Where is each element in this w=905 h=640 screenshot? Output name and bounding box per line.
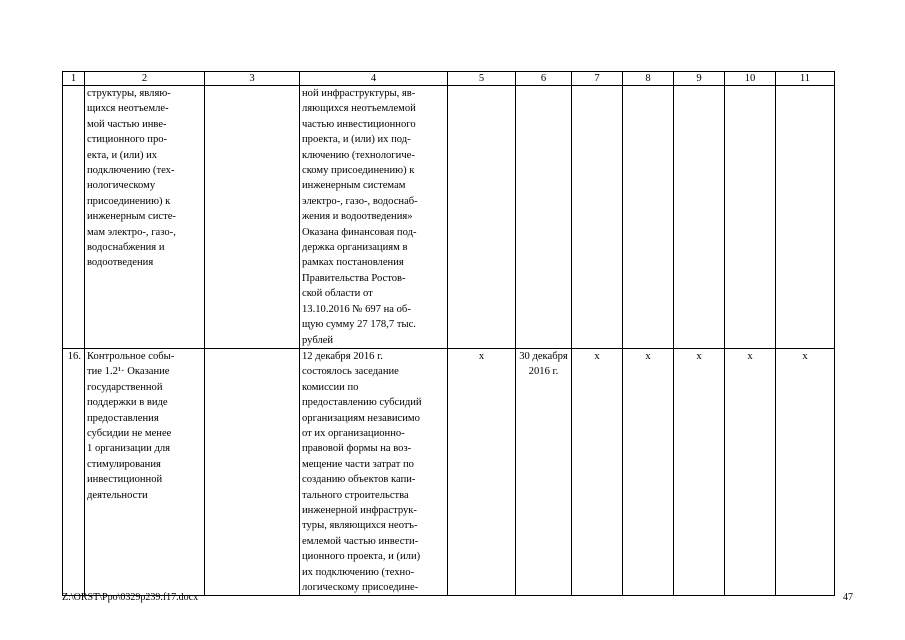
text-line: инженерным системам xyxy=(302,180,406,192)
text-line: правовой формы на воз- xyxy=(302,443,412,455)
text-line: их подключению (техно- xyxy=(302,566,415,578)
cell-col-8: х xyxy=(623,348,674,596)
text-line: логическому присоедине- xyxy=(302,582,419,593)
cell-num xyxy=(63,86,85,349)
header-col-7: 7 xyxy=(572,72,623,86)
text-line: от их организационно- xyxy=(302,427,405,439)
text-line: ционного проекта, и (или) xyxy=(302,551,421,563)
header-col-1: 1 xyxy=(63,72,85,86)
text-line: организациям независимо xyxy=(302,412,420,424)
header-col-9: 9 xyxy=(674,72,725,86)
text-line: ляющихся неотъемлемой xyxy=(302,103,416,115)
header-col-10: 10 xyxy=(725,72,776,86)
text-line: водоотведения xyxy=(87,257,154,269)
text-line: инвестиционной xyxy=(87,474,163,486)
text-line: стиционного про- xyxy=(87,134,168,146)
text-line: екта, и (или) их xyxy=(87,149,158,161)
text-line: туры, являющихся неотъ- xyxy=(302,520,418,532)
cell-col-6 xyxy=(516,86,572,349)
text-line: инженерной инфраструк- xyxy=(302,504,417,516)
cell-col-5 xyxy=(448,86,516,349)
header-col-3: 3 xyxy=(205,72,300,86)
table-row-continuation xyxy=(63,86,835,349)
text-line: присоединению) к xyxy=(87,195,171,207)
text-line: предоставления xyxy=(87,412,159,424)
cell-col-10 xyxy=(725,86,776,349)
text-line: мой частью инве- xyxy=(87,118,167,130)
text-line: субсидии не менее xyxy=(87,427,172,439)
cell-row-number: 16. xyxy=(63,348,85,596)
text-line: 2016 г. xyxy=(528,366,559,378)
text-line: подключению (тех- xyxy=(87,165,175,177)
header-col-11: 11 xyxy=(776,72,835,86)
text-line: состоялось заседание xyxy=(302,366,399,378)
cell-col-11: х xyxy=(776,348,835,596)
text-line: частью инвестиционного xyxy=(302,118,416,130)
text-line: ключению (технологиче- xyxy=(302,149,415,161)
text-line: ной инфраструктуры, яв- xyxy=(302,88,416,99)
text-line: поддержки в виде xyxy=(87,397,168,409)
text-line: скому присоединению) к xyxy=(302,165,415,177)
header-col-2: 2 xyxy=(85,72,205,86)
text-line: 13.10.2016 № 697 на об- xyxy=(302,303,411,315)
text-line: государственной xyxy=(87,381,163,393)
text-line: щихся неотъемле- xyxy=(87,103,169,115)
text-line: рамках постановления xyxy=(302,257,404,269)
text-line: деятельности xyxy=(87,489,148,501)
text-line: стимулирования xyxy=(87,458,161,470)
cell-date xyxy=(516,348,572,596)
text-line: водоснабжения и xyxy=(87,242,165,254)
text-line: Контрольное собы- xyxy=(87,350,175,362)
cell-col-9 xyxy=(674,86,725,349)
footer-file-path: Z:\ORST\Ppo\0329p239.f17.docx xyxy=(62,592,199,603)
cell-col-5: х xyxy=(448,348,516,596)
text-line: емлемой частью инвести- xyxy=(302,535,419,547)
text-line: Оказана финансовая под- xyxy=(302,226,417,238)
cell-col-8 xyxy=(623,86,674,349)
header-col-5: 5 xyxy=(448,72,516,86)
table-row-16 xyxy=(63,348,835,596)
text-line: щую сумму 27 178,7 тыс. xyxy=(302,319,416,331)
cell-result xyxy=(300,86,448,349)
report-table xyxy=(62,71,835,596)
footer-page-number: 47 xyxy=(843,592,853,603)
text-line: 30 декабря xyxy=(519,350,568,362)
text-line: держка организациям в xyxy=(302,242,408,254)
text-line: созданию объектов капи- xyxy=(302,474,416,486)
cell-col-10: х xyxy=(725,348,776,596)
cell-col-7 xyxy=(572,86,623,349)
text-line: инженерным систе- xyxy=(87,211,176,223)
header-col-8: 8 xyxy=(623,72,674,86)
header-col-4: 4 xyxy=(300,72,448,86)
text-line: мещение части затрат по xyxy=(302,458,414,470)
header-row xyxy=(63,72,835,86)
cell-col-3 xyxy=(205,86,300,349)
text-line: 12 декабря 2016 г. xyxy=(302,350,383,362)
text-line: структуры, являю- xyxy=(87,88,171,99)
text-line: тального строительства xyxy=(302,489,409,501)
cell-col-11 xyxy=(776,86,835,349)
text-line: тие 1.2¹· Оказание xyxy=(87,366,170,378)
cell-col-7: х xyxy=(572,348,623,596)
cell-event-description xyxy=(85,348,205,596)
text-line: Правительства Ростов- xyxy=(302,272,406,284)
text-line: жения и водоотведения» xyxy=(302,211,413,223)
cell-event-description xyxy=(85,86,205,349)
text-line: мам электро-, газо-, xyxy=(87,226,176,238)
text-line: рублей xyxy=(302,334,334,346)
text-line: нологическому xyxy=(87,180,156,192)
text-line: электро-, газо-, водоснаб- xyxy=(302,195,418,207)
cell-col-3 xyxy=(205,348,300,596)
header-col-6: 6 xyxy=(516,72,572,86)
text-line: предоставлению субсидий xyxy=(302,397,422,409)
text-line: комиссии по xyxy=(302,381,359,393)
text-line: ской области от xyxy=(302,288,373,300)
cell-result xyxy=(300,348,448,596)
cell-col-9: х xyxy=(674,348,725,596)
text-line: проекта, и (или) их под- xyxy=(302,134,411,146)
text-line: 1 организации для xyxy=(87,443,171,455)
